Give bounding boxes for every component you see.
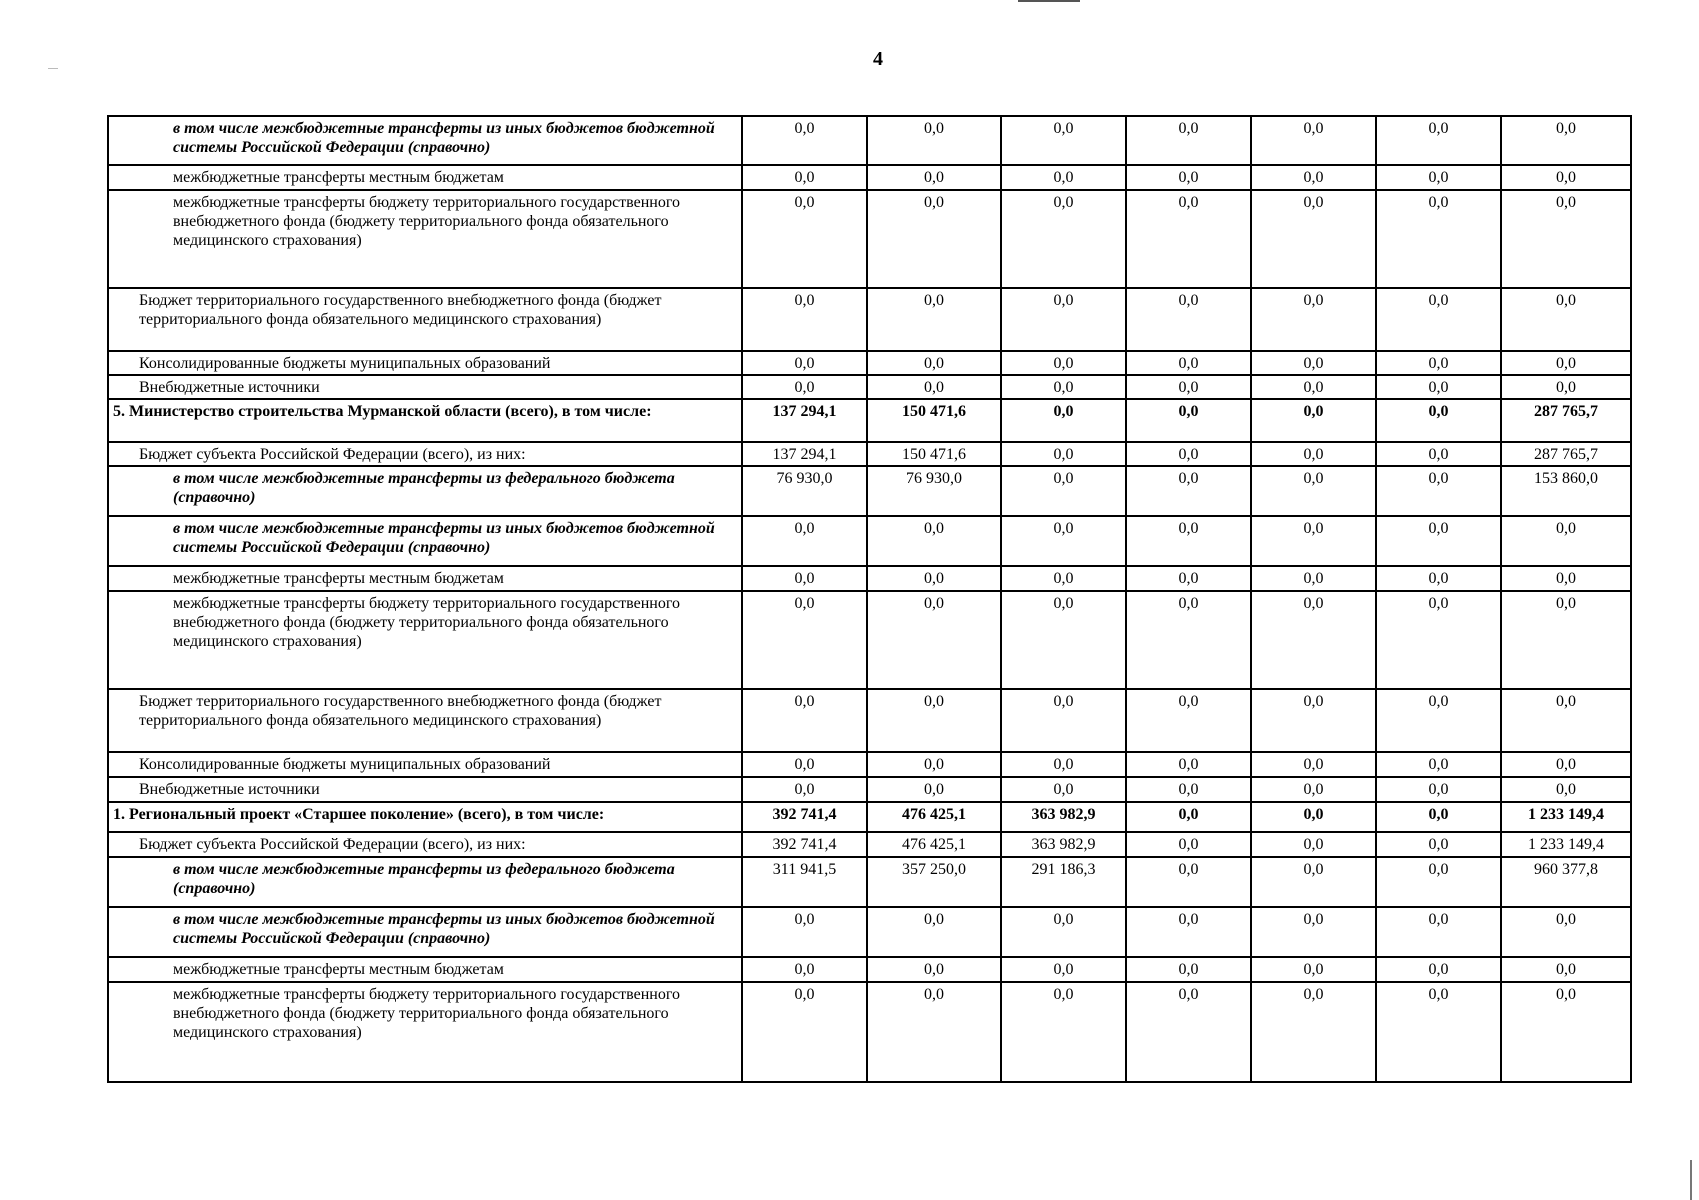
table-row xyxy=(108,466,1631,516)
row-label: Консолидированные бюджеты муниципальных образований xyxy=(108,752,742,777)
value-cell: 0,0 xyxy=(1251,566,1376,591)
value-cell: 476 425,1 xyxy=(867,802,1001,832)
value-cell: 0,0 xyxy=(867,566,1001,591)
value-cell: 0,0 xyxy=(867,982,1001,1082)
row-label: в том числе межбюджетные трансферты из федерального бюджета (справочно) xyxy=(108,466,742,516)
value-cell: 287 765,7 xyxy=(1501,399,1631,442)
table-row xyxy=(108,165,1631,190)
value-cell: 0,0 xyxy=(1376,566,1501,591)
value-cell: 0,0 xyxy=(867,351,1001,375)
value-cell: 0,0 xyxy=(1251,399,1376,442)
table-row xyxy=(108,288,1631,351)
table-row xyxy=(108,752,1631,777)
value-cell: 0,0 xyxy=(1251,375,1376,399)
value-cell: 0,0 xyxy=(1251,516,1376,566)
value-cell: 0,0 xyxy=(1126,116,1251,165)
value-cell: 287 765,7 xyxy=(1501,442,1631,466)
value-cell: 0,0 xyxy=(1376,375,1501,399)
value-cell: 0,0 xyxy=(1376,802,1501,832)
value-cell: 153 860,0 xyxy=(1501,466,1631,516)
value-cell: 0,0 xyxy=(867,752,1001,777)
value-cell: 0,0 xyxy=(1126,689,1251,752)
table-row xyxy=(108,689,1631,752)
value-cell: 0,0 xyxy=(1001,351,1126,375)
value-cell: 1 233 149,4 xyxy=(1501,802,1631,832)
value-cell: 0,0 xyxy=(1126,288,1251,351)
funding-table-body xyxy=(108,116,1631,1082)
table-row xyxy=(108,442,1631,466)
row-label: межбюджетные трансферты местным бюджетам xyxy=(108,165,742,190)
value-cell: 0,0 xyxy=(1126,375,1251,399)
value-cell: 0,0 xyxy=(1001,516,1126,566)
row-label: Внебюджетные источники xyxy=(108,777,742,802)
value-cell: 0,0 xyxy=(742,957,867,982)
value-cell: 0,0 xyxy=(1501,516,1631,566)
value-cell: 0,0 xyxy=(1376,165,1501,190)
value-cell: 392 741,4 xyxy=(742,832,867,857)
value-cell: 0,0 xyxy=(1376,190,1501,288)
value-cell: 0,0 xyxy=(1376,982,1501,1082)
row-label: Внебюджетные источники xyxy=(108,375,742,399)
table-row xyxy=(108,907,1631,957)
value-cell: 311 941,5 xyxy=(742,857,867,907)
value-cell: 0,0 xyxy=(1126,516,1251,566)
row-label: Консолидированные бюджеты муниципальных образований xyxy=(108,351,742,375)
value-cell: 363 982,9 xyxy=(1001,832,1126,857)
value-cell: 0,0 xyxy=(1501,907,1631,957)
value-cell: 0,0 xyxy=(742,375,867,399)
value-cell: 0,0 xyxy=(867,516,1001,566)
value-cell: 0,0 xyxy=(1501,591,1631,689)
table-row xyxy=(108,375,1631,399)
value-cell: 0,0 xyxy=(1126,399,1251,442)
row-label: Бюджет территориального государственного внебюджетного фонда (бюджет территориального фонда обязательного медицинского страхования) xyxy=(108,689,742,752)
value-cell: 0,0 xyxy=(1251,466,1376,516)
value-cell: 0,0 xyxy=(867,165,1001,190)
value-cell: 0,0 xyxy=(1001,566,1126,591)
table-row xyxy=(108,351,1631,375)
value-cell: 960 377,8 xyxy=(1501,857,1631,907)
value-cell: 0,0 xyxy=(1376,857,1501,907)
value-cell: 0,0 xyxy=(1376,752,1501,777)
table-row xyxy=(108,399,1631,442)
value-cell: 0,0 xyxy=(1501,375,1631,399)
value-cell: 0,0 xyxy=(1501,165,1631,190)
value-cell: 0,0 xyxy=(1251,957,1376,982)
table-row xyxy=(108,190,1631,288)
value-cell: 0,0 xyxy=(1126,752,1251,777)
value-cell: 0,0 xyxy=(1376,116,1501,165)
value-cell: 0,0 xyxy=(1001,982,1126,1082)
value-cell: 0,0 xyxy=(742,516,867,566)
value-cell: 0,0 xyxy=(1126,351,1251,375)
value-cell: 0,0 xyxy=(1376,957,1501,982)
value-cell: 0,0 xyxy=(1251,165,1376,190)
value-cell: 150 471,6 xyxy=(867,399,1001,442)
value-cell: 0,0 xyxy=(1251,832,1376,857)
value-cell: 0,0 xyxy=(1251,116,1376,165)
value-cell: 0,0 xyxy=(742,982,867,1082)
value-cell: 0,0 xyxy=(1376,516,1501,566)
value-cell: 0,0 xyxy=(1251,982,1376,1082)
value-cell: 0,0 xyxy=(867,777,1001,802)
value-cell: 137 294,1 xyxy=(742,399,867,442)
value-cell: 0,0 xyxy=(1001,466,1126,516)
value-cell: 0,0 xyxy=(742,591,867,689)
value-cell: 0,0 xyxy=(742,165,867,190)
value-cell: 0,0 xyxy=(1126,165,1251,190)
value-cell: 0,0 xyxy=(1001,165,1126,190)
value-cell: 0,0 xyxy=(1001,957,1126,982)
row-label: межбюджетные трансферты местным бюджетам xyxy=(108,566,742,591)
value-cell: 0,0 xyxy=(742,351,867,375)
value-cell: 1 233 149,4 xyxy=(1501,832,1631,857)
value-cell: 0,0 xyxy=(1501,982,1631,1082)
funding-table xyxy=(107,115,1632,1083)
value-cell: 0,0 xyxy=(742,190,867,288)
value-cell: 0,0 xyxy=(1501,116,1631,165)
value-cell: 392 741,4 xyxy=(742,802,867,832)
value-cell: 0,0 xyxy=(867,689,1001,752)
table-row xyxy=(108,802,1631,832)
value-cell: 0,0 xyxy=(1001,689,1126,752)
value-cell: 0,0 xyxy=(1001,399,1126,442)
row-label: Бюджет субъекта Российской Федерации (всего), из них: xyxy=(108,442,742,466)
value-cell: 0,0 xyxy=(742,777,867,802)
table-row xyxy=(108,516,1631,566)
value-cell: 363 982,9 xyxy=(1001,802,1126,832)
value-cell: 0,0 xyxy=(1251,689,1376,752)
value-cell: 0,0 xyxy=(1501,190,1631,288)
value-cell: 0,0 xyxy=(1126,832,1251,857)
value-cell: 0,0 xyxy=(1126,857,1251,907)
table-row xyxy=(108,591,1631,689)
table-row xyxy=(108,857,1631,907)
value-cell: 0,0 xyxy=(1001,375,1126,399)
value-cell: 0,0 xyxy=(742,116,867,165)
value-cell: 0,0 xyxy=(1251,777,1376,802)
value-cell: 0,0 xyxy=(1001,591,1126,689)
value-cell: 76 930,0 xyxy=(742,466,867,516)
value-cell: 0,0 xyxy=(1001,752,1126,777)
value-cell: 0,0 xyxy=(1001,190,1126,288)
value-cell: 0,0 xyxy=(742,566,867,591)
value-cell: 0,0 xyxy=(742,288,867,351)
value-cell: 476 425,1 xyxy=(867,832,1001,857)
value-cell: 0,0 xyxy=(1501,752,1631,777)
value-cell: 0,0 xyxy=(1251,802,1376,832)
value-cell: 0,0 xyxy=(867,116,1001,165)
value-cell: 0,0 xyxy=(1501,777,1631,802)
value-cell: 0,0 xyxy=(1251,288,1376,351)
value-cell: 0,0 xyxy=(867,375,1001,399)
row-label: в том числе межбюджетные трансферты из иных бюджетов бюджетной системы Российской Федерации (справочно) xyxy=(108,516,742,566)
row-label: в том числе межбюджетные трансферты из иных бюджетов бюджетной системы Российской Федерации (справочно) xyxy=(108,116,742,165)
value-cell: 0,0 xyxy=(1376,442,1501,466)
value-cell: 0,0 xyxy=(1126,466,1251,516)
value-cell: 0,0 xyxy=(1001,288,1126,351)
table-row xyxy=(108,832,1631,857)
value-cell: 0,0 xyxy=(1126,442,1251,466)
value-cell: 291 186,3 xyxy=(1001,857,1126,907)
value-cell: 0,0 xyxy=(1251,190,1376,288)
value-cell: 0,0 xyxy=(1376,689,1501,752)
value-cell: 0,0 xyxy=(1376,466,1501,516)
value-cell: 0,0 xyxy=(1126,777,1251,802)
row-label: межбюджетные трансферты местным бюджетам xyxy=(108,957,742,982)
value-cell: 0,0 xyxy=(1376,832,1501,857)
value-cell: 0,0 xyxy=(1501,689,1631,752)
value-cell: 0,0 xyxy=(1251,351,1376,375)
value-cell: 0,0 xyxy=(1126,907,1251,957)
value-cell: 76 930,0 xyxy=(867,466,1001,516)
value-cell: 150 471,6 xyxy=(867,442,1001,466)
top-edge-mark xyxy=(1018,0,1080,2)
row-label: межбюджетные трансферты бюджету территориального государственного внебюджетного фонда (бюджету территориального фонда обязательного медицинского страхования) xyxy=(108,982,742,1082)
value-cell: 0,0 xyxy=(1251,591,1376,689)
value-cell: 0,0 xyxy=(1251,442,1376,466)
page-number: 4 xyxy=(873,48,883,70)
value-cell: 0,0 xyxy=(1126,802,1251,832)
value-cell: 0,0 xyxy=(867,907,1001,957)
row-label: межбюджетные трансферты бюджету территориального государственного внебюджетного фонда (бюджету территориального фонда обязательного медицинского страхования) xyxy=(108,591,742,689)
row-label: 1. Региональный проект «Старшее поколение» (всего), в том числе: xyxy=(108,802,742,832)
row-label: межбюджетные трансферты бюджету территориального государственного внебюджетного фонда (бюджету территориального фонда обязательного медицинского страхования) xyxy=(108,190,742,288)
table-row xyxy=(108,957,1631,982)
value-cell: 0,0 xyxy=(867,591,1001,689)
table-row xyxy=(108,566,1631,591)
value-cell: 0,0 xyxy=(1001,777,1126,802)
value-cell: 0,0 xyxy=(1126,566,1251,591)
row-label: Бюджет территориального государственного внебюджетного фонда (бюджет территориального фонда обязательного медицинского страхования) xyxy=(108,288,742,351)
value-cell: 0,0 xyxy=(742,907,867,957)
value-cell: 0,0 xyxy=(1251,907,1376,957)
value-cell: 0,0 xyxy=(1376,351,1501,375)
value-cell: 0,0 xyxy=(867,288,1001,351)
value-cell: 0,0 xyxy=(1376,399,1501,442)
value-cell: 0,0 xyxy=(1126,190,1251,288)
value-cell: 0,0 xyxy=(1126,957,1251,982)
value-cell: 0,0 xyxy=(1251,857,1376,907)
value-cell: 0,0 xyxy=(1001,907,1126,957)
row-label: Бюджет субъекта Российской Федерации (всего), из них: xyxy=(108,832,742,857)
value-cell: 0,0 xyxy=(1001,442,1126,466)
value-cell: 357 250,0 xyxy=(867,857,1001,907)
table-row xyxy=(108,116,1631,165)
table-row xyxy=(108,982,1631,1082)
value-cell: 0,0 xyxy=(1501,288,1631,351)
value-cell: 0,0 xyxy=(1376,907,1501,957)
row-label: 5. Министерство строительства Мурманской области (всего), в том числе: xyxy=(108,399,742,442)
row-label: в том числе межбюджетные трансферты из иных бюджетов бюджетной системы Российской Федерации (справочно) xyxy=(108,907,742,957)
value-cell: 0,0 xyxy=(867,190,1001,288)
value-cell: 0,0 xyxy=(867,957,1001,982)
value-cell: 0,0 xyxy=(742,689,867,752)
value-cell: 0,0 xyxy=(1126,982,1251,1082)
value-cell: 0,0 xyxy=(1376,591,1501,689)
value-cell: 137 294,1 xyxy=(742,442,867,466)
value-cell: 0,0 xyxy=(1501,566,1631,591)
value-cell: 0,0 xyxy=(1126,591,1251,689)
table-row xyxy=(108,777,1631,802)
value-cell: 0,0 xyxy=(1001,116,1126,165)
value-cell: 0,0 xyxy=(1376,777,1501,802)
value-cell: 0,0 xyxy=(1251,752,1376,777)
value-cell: 0,0 xyxy=(1501,351,1631,375)
scan-edge-mark xyxy=(1690,1160,1692,1200)
value-cell: 0,0 xyxy=(742,752,867,777)
value-cell: 0,0 xyxy=(1376,288,1501,351)
value-cell: 0,0 xyxy=(1501,957,1631,982)
row-label: в том числе межбюджетные трансферты из федерального бюджета (справочно) xyxy=(108,857,742,907)
